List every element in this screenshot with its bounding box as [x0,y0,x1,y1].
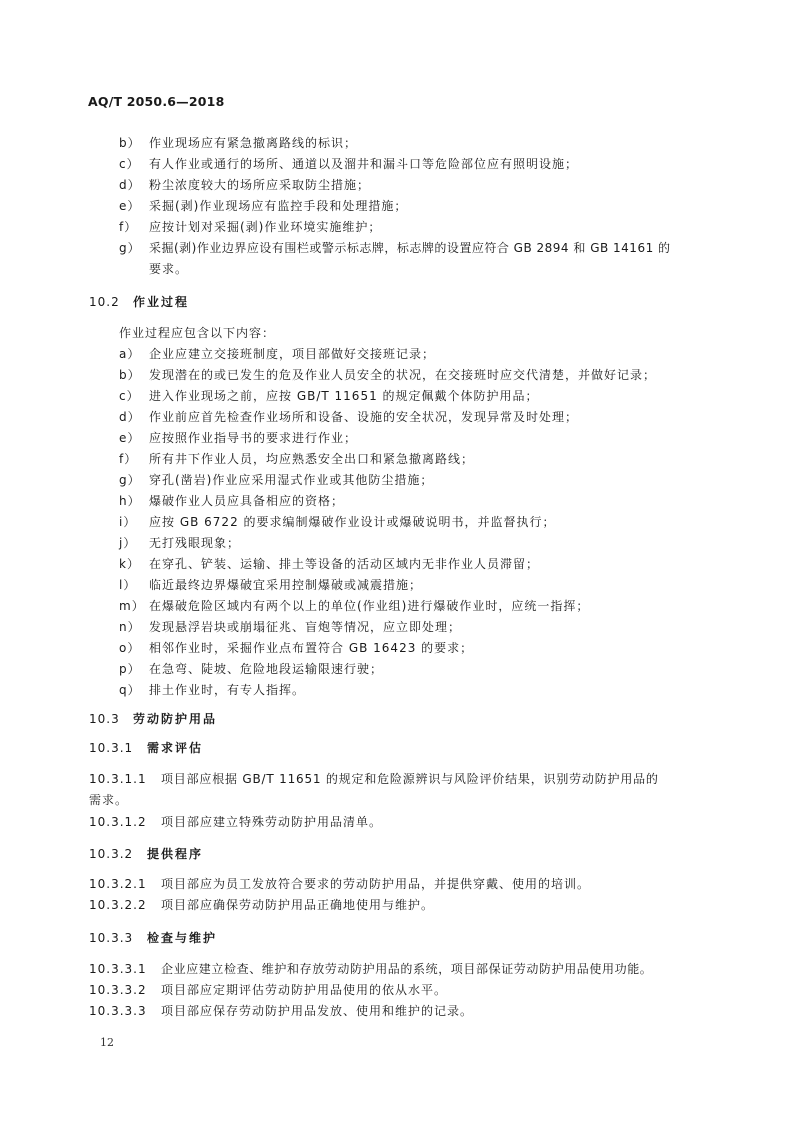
subsection-title: 需求评估 [147,741,204,755]
clause-number: 10.3.2.1 [89,877,147,891]
page-number: 12 [100,1036,114,1049]
list-label: c） [119,157,140,171]
clause-number: 10.3.3.3 [89,1004,147,1018]
subsection-title: 提供程序 [147,847,204,861]
standard-code: AQ/T 2050.6—2018 [88,94,225,109]
list-text: 作业现场应有紧急撤离路线的标识； [149,136,358,150]
clause-number: 10.3.1.1 [89,772,147,786]
clause-number: 10.3.3.1 [89,962,147,976]
clause-number: 10.3.1.2 [89,815,147,829]
list-text: 临近最终边界爆破宜采用控制爆破或减震措施； [149,578,423,592]
list-label: m） [119,599,145,613]
subsection-number: 10.3.2 [89,847,134,861]
list-label: h） [119,494,141,508]
clause-number: 10.3.2.2 [89,898,147,912]
list-label: d） [119,410,141,424]
list-text: 粉尘浓度较大的场所应采取防尘措施； [149,178,371,192]
list-text: 发现潜在的或已发生的危及作业人员安全的状况，在交接班时应交代清楚，并做好记录； [149,368,657,382]
list-text: 应按 GB 6722 的要求编制爆破作业设计或爆破说明书，并监督执行； [149,515,556,529]
list-label: j） [119,536,137,550]
list-label: f） [119,452,138,466]
list-label: b） [119,136,141,150]
list-text: 要求。 [149,262,189,276]
list-label: q） [119,683,141,697]
subsection-number: 10.3.3 [89,931,134,945]
list-label: g） [119,473,141,487]
section-number: 10.3 [89,712,120,726]
list-text: 爆破作业人员应具备相应的资格； [149,494,345,508]
clause-text: 企业应建立检查、维护和存放劳动防护用品的系统，项目部保证劳动防护用品使用功能。 [161,962,653,976]
list-text: 有人作业或通行的场所、通道以及溜井和漏斗口等危险部位应有照明设施； [149,157,579,171]
list-text: 采掘(剥)作业边界应设有围栏或警示标志牌，标志牌的设置应符合 GB 2894 和 GB 14161 的 [149,241,671,255]
subsection-heading [89,931,218,945]
list-text: 无打残眼现象； [149,536,241,550]
list-text: 排土作业时，有专人指挥。 [149,683,306,697]
list-text: 采掘(剥)作业现场应有监控手段和处理措施； [149,199,408,213]
clause-text: 项目部应根据 GB/T 11651 的规定和危险源辨识与风险评价结果，识别劳动防护用品的 [161,772,659,786]
clause-text: 项目部应定期评估劳动防护用品使用的依从水平。 [161,983,448,997]
list-text: 所有井下作业人员，均应熟悉安全出口和紧急撤离路线； [149,452,475,466]
list-label: e） [119,199,141,213]
list-label: b） [119,368,141,382]
subsection-heading [89,847,204,861]
section-heading [89,712,218,726]
list-label: o） [119,641,141,655]
list-label: l） [119,578,137,592]
list-label: n） [119,620,141,634]
list-label: f） [119,220,138,234]
subsection-title: 检查与维护 [147,931,218,945]
section-title: 作业过程 [133,295,190,309]
clause-number: 10.3.3.2 [89,983,147,997]
list-text: 作业前应首先检查作业场所和设备、设施的安全状况，发现异常及时处理； [149,410,579,424]
clause-text: 项目部应确保劳动防护用品正确地使用与维护。 [161,898,435,912]
section-intro: 作业过程应包含以下内容： [119,326,276,340]
list-text: 在爆破危险区域内有两个以上的单位(作业组)进行爆破作业时，应统一指挥； [149,599,590,613]
subsection-number: 10.3.1 [89,741,134,755]
clause-text: 项目部应保存劳动防护用品发放、使用和维护的记录。 [161,1004,474,1018]
list-text: 在穿孔、铲装、运输、排土等设备的活动区域内无非作业人员滞留； [149,557,540,571]
clause-continuation: 需求。 [89,793,129,807]
list-label: k） [119,557,140,571]
list-label: i） [119,515,137,529]
list-label: c） [119,389,140,403]
list-text: 相邻作业时，采掘作业点布置符合 GB 16423 的要求； [149,641,474,655]
list-text: 进入作业现场之前，应按 GB/T 11651 的规定佩戴个体防护用品； [149,389,539,403]
list-text: 应按计划对采掘(剥)作业环境实施维护； [149,220,382,234]
clause-text: 项目部应建立特殊劳动防护用品清单。 [161,815,383,829]
list-label: p） [119,662,141,676]
list-label: e） [119,431,141,445]
section-heading [89,295,190,309]
list-text: 应按照作业指导书的要求进行作业； [149,431,358,445]
list-text: 企业应建立交接班制度，项目部做好交接班记录； [149,347,436,361]
list-text: 穿孔(凿岩)作业应采用湿式作业或其他防尘措施； [149,473,434,487]
section-number: 10.2 [89,295,120,309]
list-label: d） [119,178,141,192]
subsection-heading [89,741,204,755]
list-label: a） [119,347,141,361]
list-text: 发现悬浮岩块或崩塌征兆、盲炮等情况，应立即处理； [149,620,462,634]
list-label: g） [119,241,141,255]
list-text: 在急弯、陡坡、危险地段运输限速行驶； [149,662,384,676]
clause-text: 项目部应为员工发放符合要求的劳动防护用品，并提供穿戴、使用的培训。 [161,877,591,891]
section-title: 劳动防护用品 [133,712,218,726]
